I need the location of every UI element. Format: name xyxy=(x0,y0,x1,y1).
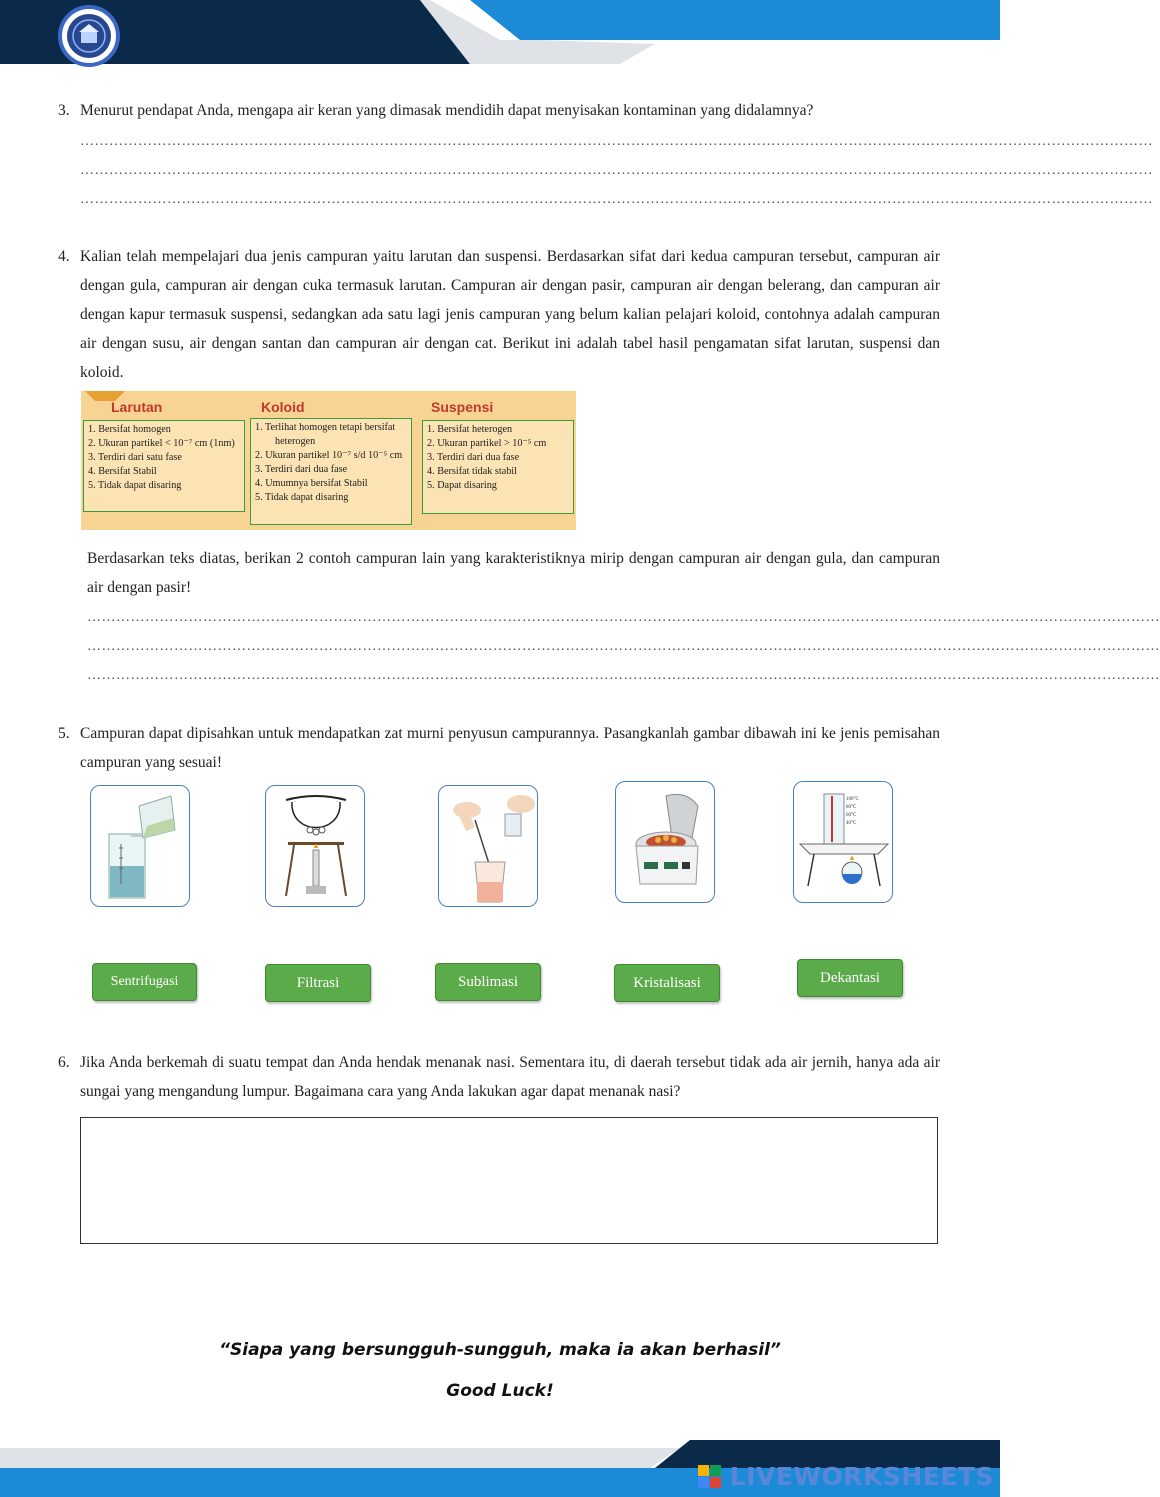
thermo-label: 80°C xyxy=(846,805,857,810)
larutan-item: 5. Tidak dapat disaring xyxy=(88,480,182,491)
thermo-label: 40°C xyxy=(846,821,857,826)
liveworksheets-logo-icon xyxy=(698,1465,722,1489)
suspensi-item: 4. Bersifat tidak stabil xyxy=(427,466,517,477)
filtrasi-button[interactable]: Filtrasi xyxy=(265,964,371,1002)
thermo-label: 60°C xyxy=(846,813,857,818)
koloid-item: 3. Terdiri dari dua fase xyxy=(255,464,348,475)
koloid-item: 5. Tidak dapat disaring xyxy=(255,492,349,503)
answer-line[interactable]: …………………………………………………………………………………………………………………………………………………………………………………………………… xyxy=(87,639,1160,654)
question-text: Jika Anda berkemah di suatu tempat dan Anda hendak menanak nasi. Sementara itu, di daerah tersebut tidak ada air jernih, hanya ada air sungai yang mengandung lumpur. Bagaimana cara yang Anda lakukan agar dapat menanak nasi? xyxy=(80,1054,940,1100)
sublimation-image-card[interactable] xyxy=(793,781,893,903)
dekantasi-button[interactable]: Dekantasi xyxy=(797,959,903,997)
sublimation-illustration xyxy=(794,782,894,904)
answer-line[interactable]: …………………………………………………………………………………………………………………………………………………………………………………………………… xyxy=(87,610,1160,625)
thermo-label: 100°C xyxy=(846,797,859,802)
question-number: 3. xyxy=(58,102,70,119)
question-4-followup: Berdasarkan teks diatas, berikan 2 contoh campuran lain yang karakteristiknya mirip dengan campuran air dengan gula, dan campuran air dengan pasir! xyxy=(87,550,940,596)
question-number: 6. xyxy=(58,1054,70,1071)
mixture-properties-table xyxy=(81,391,576,530)
crystallization-illustration xyxy=(439,786,539,908)
question-text: Menurut pendapat Anda, mengapa air keran yang dimasak mendidih dapat menyisakan kontaminan yang didalamnya? xyxy=(80,102,814,119)
question-3 xyxy=(58,96,940,125)
question-5 xyxy=(58,719,940,777)
suspensi-item: 5. Dapat disaring xyxy=(427,480,497,491)
crystallization-image-card[interactable] xyxy=(438,785,538,907)
question-4 xyxy=(58,242,940,387)
filtration-image-card[interactable] xyxy=(265,785,365,907)
kristalisasi-button[interactable]: Kristalisasi xyxy=(614,964,720,1002)
larutan-heading: Larutan xyxy=(111,399,163,415)
answer-line[interactable]: …………………………………………………………………………………………………………………………………………………………………………………………………… xyxy=(80,192,1153,207)
centrifuge-illustration xyxy=(616,782,716,904)
question-number: 5. xyxy=(58,725,70,742)
motivational-quote: “Siapa yang bersungguh-sungguh, maka ia akan berhasil” xyxy=(219,1340,781,1360)
school-logo xyxy=(56,4,122,68)
filtration-illustration xyxy=(266,786,366,908)
koloid-heading: Koloid xyxy=(261,399,305,415)
answer-line[interactable]: …………………………………………………………………………………………………………………………………………………………………………………………………… xyxy=(80,134,1153,149)
suspensi-item: 3. Terdiri dari dua fase xyxy=(427,452,520,463)
suspensi-box xyxy=(422,420,574,514)
question-6 xyxy=(58,1048,940,1106)
answer-line[interactable]: …………………………………………………………………………………………………………………………………………………………………………………………………… xyxy=(87,668,1160,683)
larutan-item: 2. Ukuran partikel < 10⁻⁷ cm (1nm) xyxy=(88,438,235,449)
decantation-illustration xyxy=(91,786,191,908)
larutan-item: 3. Terdiri dari satu fase xyxy=(88,452,182,463)
suspensi-heading: Suspensi xyxy=(431,399,494,415)
larutan-item: 1. Bersifat homogen xyxy=(88,424,171,435)
liveworksheets-brand: LIVEWORKSHEETS xyxy=(729,1462,994,1491)
answer-line[interactable]: …………………………………………………………………………………………………………………………………………………………………………………………………… xyxy=(80,163,1153,178)
question-text: Kalian telah mempelajari dua jenis campuran yaitu larutan dan suspensi. Berdasarkan sifat dari kedua campuran tersebut, campuran air dengan gula, campuran air dengan cuka termasuk larutan. Campuran air dengan pasir, campuran air dengan belerang, dan campuran air dengan kapur termasuk suspensi, sedangkan ada satu lagi jenis campuran yang belum kalian pelajari koloid, contohnya adalah campuran air dengan susu, air dengan santan dan campuran air dengan cat. Berikut ini adalah tabel hasil pengamatan sifat larutan, suspensi dan koloid. xyxy=(80,248,940,381)
koloid-box xyxy=(250,418,412,525)
good-luck-text: Good Luck! xyxy=(446,1381,554,1401)
larutan-item: 4. Bersifat Stabil xyxy=(88,466,157,477)
larutan-box xyxy=(83,420,245,512)
sublimasi-button[interactable]: Sublimasi xyxy=(435,963,541,1001)
suspensi-item: 1. Bersifat heterogen xyxy=(427,424,513,435)
header-banner xyxy=(0,0,1000,64)
koloid-item: 2. Ukuran partikel 10⁻⁷ s/d 10⁻⁵ cm xyxy=(255,450,403,461)
decantation-image-card[interactable] xyxy=(90,785,190,907)
koloid-item: 4. Umumnya bersifat Stabil xyxy=(255,478,368,489)
question-number: 4. xyxy=(58,248,70,265)
sentrifugasi-button[interactable]: Sentrifugasi xyxy=(92,963,197,1001)
answer-textbox[interactable] xyxy=(80,1117,938,1244)
koloid-item: 1. Terlihat homogen tetapi bersifat heterogen xyxy=(255,422,396,447)
question-text: Campuran dapat dipisahkan untuk mendapatkan zat murni penyusun campurannya. Pasangkanlah gambar dibawah ini ke jenis pemisahan campuran yang sesuai! xyxy=(80,725,940,771)
centrifuge-image-card[interactable] xyxy=(615,781,715,903)
suspensi-item: 2. Ukuran partikel > 10⁻⁵ cm xyxy=(427,438,547,449)
